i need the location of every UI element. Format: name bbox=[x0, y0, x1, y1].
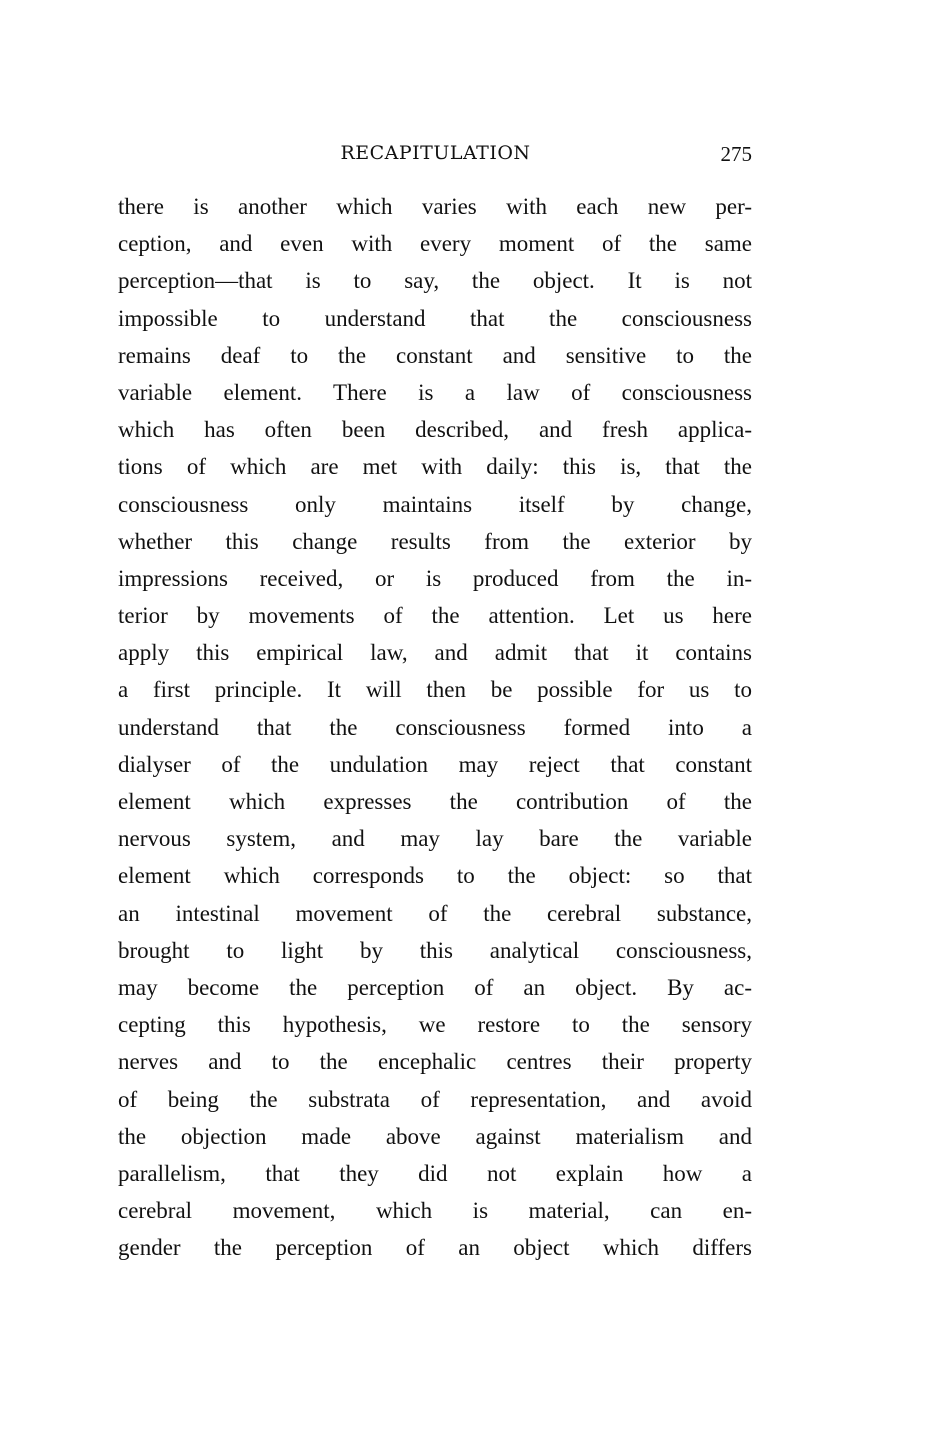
page-header bbox=[118, 140, 752, 170]
running-title: RECAPITULATION bbox=[340, 142, 531, 164]
page-number: 275 bbox=[720, 142, 752, 166]
text-line: nervous system, and may lay bare the variable bbox=[118, 826, 752, 852]
text-line: understand that the consciousness formed into a bbox=[118, 714, 752, 740]
text-line: consciousness only maintains itself by change, bbox=[118, 491, 752, 517]
text-line: brought to light by this analytical consciousness, bbox=[118, 937, 752, 963]
text-line: dialyser of the undulation may reject that constant bbox=[118, 751, 752, 777]
text-line: tions of which are met with daily: this is, that the bbox=[118, 454, 752, 480]
text-line: there is another which varies with each new per- bbox=[118, 194, 752, 219]
text-line: a first principle. It will then be possible for us to bbox=[118, 677, 752, 703]
text-line: impossible to understand that the consciousness bbox=[118, 305, 752, 331]
body-text bbox=[118, 188, 752, 1266]
text-line: gender the perception of an object which differs bbox=[118, 1235, 752, 1261]
text-line: variable element. There is a law of consciousness bbox=[118, 379, 752, 405]
text-line: whether this change results from the exterior by bbox=[118, 528, 752, 554]
text-line: remains deaf to the constant and sensitive to the bbox=[118, 342, 752, 368]
text-line: perception—that is to say, the object. It is not bbox=[118, 268, 752, 294]
text-line: may become the perception of an object. By ac- bbox=[118, 974, 752, 1000]
text-line: apply this empirical law, and admit that it contains bbox=[118, 640, 752, 666]
text-line: of being the substrata of representation, and avoid bbox=[118, 1086, 752, 1112]
text-line: terior by movements of the attention. Let us here bbox=[118, 603, 752, 629]
text-line: cerebral movement, which is material, can en- bbox=[118, 1198, 752, 1224]
text-line: nerves and to the encephalic centres their property bbox=[118, 1049, 752, 1075]
text-line: ception, and even with every moment of the same bbox=[118, 231, 752, 257]
text-line: impressions received, or is produced from the in- bbox=[118, 565, 752, 591]
text-line: element which expresses the contribution of the bbox=[118, 789, 752, 814]
text-line: an intestinal movement of the cerebral substance, bbox=[118, 900, 752, 926]
text-line: the objection made above against materialism and bbox=[118, 1123, 752, 1149]
text-line: parallelism, that they did not explain how a bbox=[118, 1160, 752, 1186]
text-line: cepting this hypothesis, we restore to the sensory bbox=[118, 1012, 752, 1038]
text-line: which has often been described, and fresh applica- bbox=[118, 417, 752, 443]
text-line: element which corresponds to the object: so that bbox=[118, 863, 752, 889]
